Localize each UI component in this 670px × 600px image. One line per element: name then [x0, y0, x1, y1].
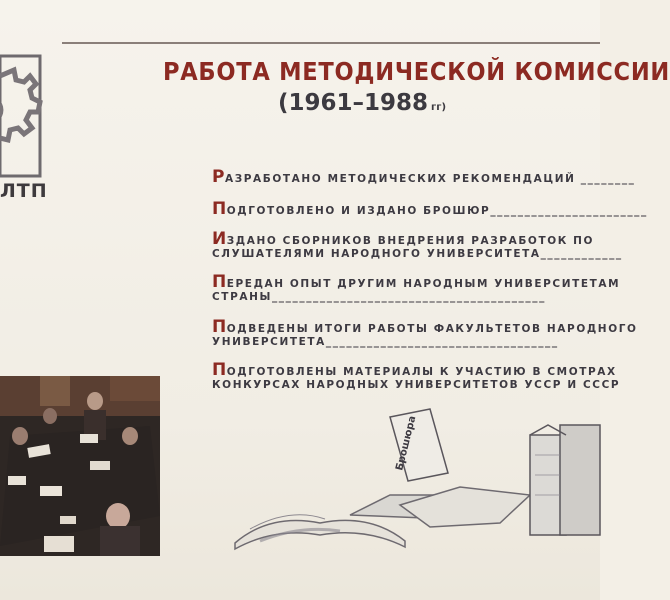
list-item: РАЗРАБОТАНО МЕТОДИЧЕСКИХ РЕКОМЕНДАЦИЙ ________	[212, 167, 636, 187]
list-item: ПОДВЕДЕНЫ ИТОГИ РАБОТЫ ФАКУЛЬТЕТОВ НАРОДНОГО УНИВЕРСИТЕТА__________________________________	[212, 317, 638, 348]
meeting-photo	[0, 376, 160, 556]
list-item: ПОДГОТОВЛЕНЫ МАТЕРИАЛЫ К УЧАСТИЮ В СМОТРАХ КОНКУРСАХ НАРОДНЫХ УНИВЕРСИТЕТОВ УССР И СССР	[212, 360, 621, 391]
books-illustration	[230, 395, 600, 555]
years-range	[278, 86, 446, 120]
list-item: ИЗДАНО СБОРНИКОВ ВНЕДРЕНИЯ РАЗРАБОТОК ПО СЛУШАТЕЛЯМИ НАРОДНОГО УНИВЕРСИТЕТА____________	[212, 229, 623, 260]
logo-text: ЛТП	[0, 180, 48, 202]
years-suffix: гг)	[431, 102, 447, 113]
top-divider	[62, 42, 600, 44]
list-item: ПОДГОТОВЛЕНО И ИЗДАНО БРОШЮР_______________________	[212, 199, 648, 219]
list-item: ПЕРЕДАН ОПЫТ ДРУГИМ НАРОДНЫМ УНИВЕРСИТЕТАМ СТРАНЫ________________________________________	[212, 272, 621, 303]
brochure-label: Брошюра	[394, 414, 419, 472]
years-text: (1961–1988	[278, 90, 429, 116]
poster-title: РАБОТА МЕТОДИЧЕСКОЙ КОМИССИИ	[163, 57, 670, 86]
